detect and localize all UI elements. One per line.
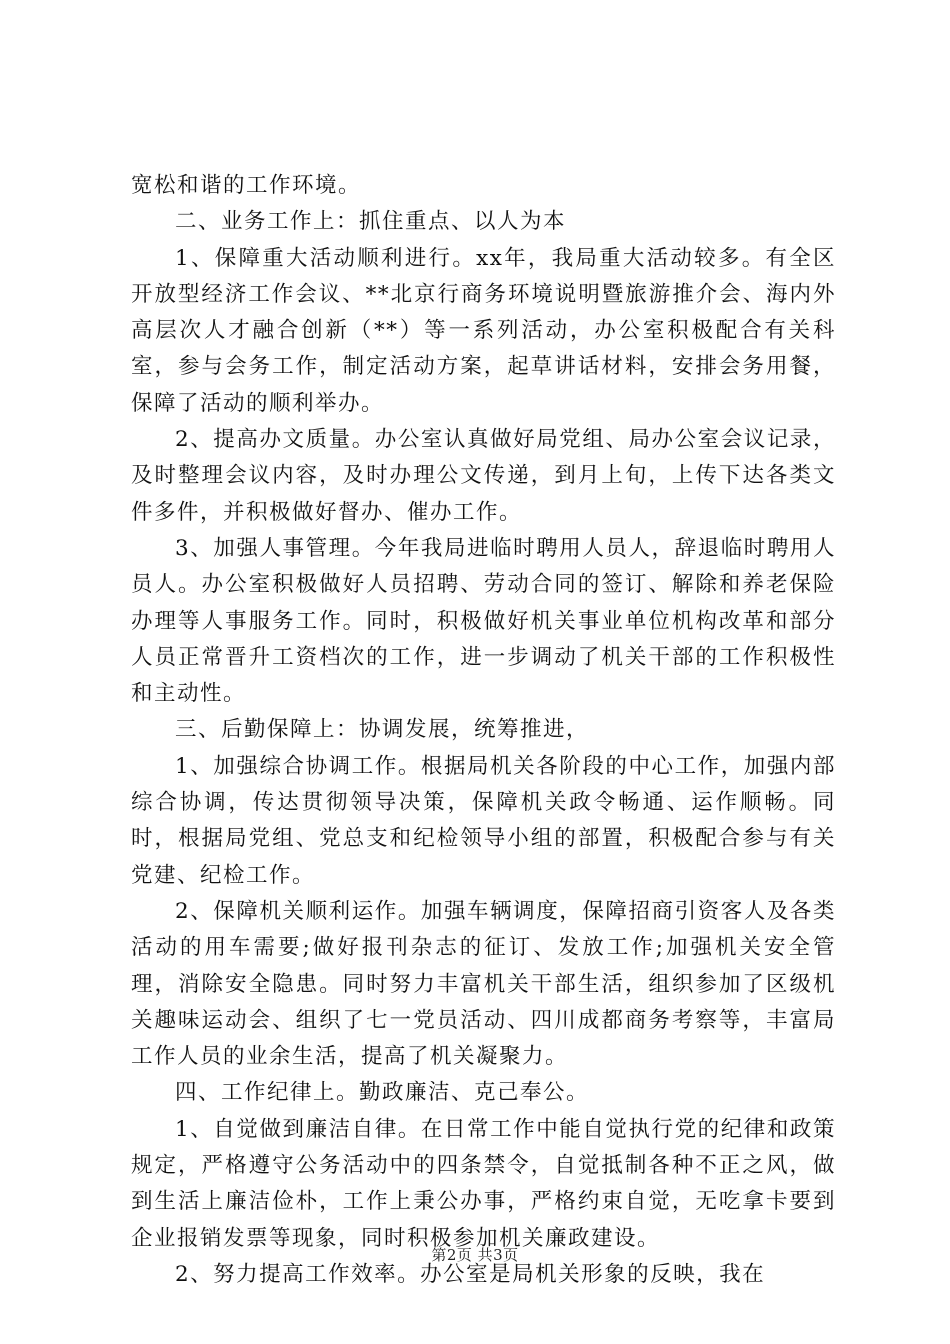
- paragraph-major-events: 1、保障重大活动顺利进行。xx年，我局重大活动较多。有全区开放型经济工作会议、**北京行商务环境说明暨旅游推介会、海内外高层次人才融合创新（**）等一系列活动，办公室积极配合有关科室，参与会务工作，制定活动方案，起草讲话材料，安排会务用餐，保障了活动的顺利举办。: [131, 245, 836, 416]
- page-number-footer: 第2页 共3页: [431, 1246, 519, 1264]
- document-body: [131, 168, 836, 1293]
- section-heading-logistics: 三、后勤保障上：协调发展，统筹推进，: [175, 717, 590, 743]
- paragraph-continuation: 宽松和谐的工作环境。: [131, 173, 362, 198]
- section-heading-business: 二、业务工作上：抓住重点、以人为本: [175, 209, 567, 235]
- paragraph-efficiency: 2、努力提高工作效率。办公室是局机关形象的反映，我在: [175, 1261, 766, 1287]
- section-heading-discipline: 四、工作纪律上。勤政廉洁、克己奉公。: [175, 1080, 590, 1106]
- paragraph-coordination: 1、加强综合协调工作。根据局机关各阶段的中心工作，加强内部综合协调，传达贯彻领导决策，保障机关政令畅通、运作顺畅。同时，根据局党组、党总支和纪检领导小组的部置，积极配合参与有关党建、纪检工作。: [131, 753, 836, 888]
- paragraph-document-quality: 2、提高办文质量。办公室认真做好局党组、局办公室会议记录，及时整理会议内容，及时办理公文传递，到月上旬，上传下达各类文件多件，并积极做好督办、催办工作。: [131, 427, 836, 525]
- paragraph-integrity: 1、自觉做到廉洁自律。在日常工作中能自觉执行党的纪律和政策规定，严格遵守公务活动中的四条禁令，自觉抵制各种不正之风，做到生活上廉洁俭朴，工作上秉公办事，严格约束自觉，无吃拿卡要到企业报销发票等现象，同时积极参加机关廉政建设。: [131, 1116, 836, 1251]
- paragraph-personnel-management: 3、加强人事管理。今年我局进临时聘用人员人，辞退临时聘用人员人。办公室积极做好人员招聘、劳动合同的签订、解除和养老保险办理等人事服务工作。同时，积极做好机关事业单位机构改革和部分人员正常晋升工资档次的工作，进一步调动了机关干部的工作积极性和主动性。: [131, 535, 836, 707]
- paragraph-operations: 2、保障机关顺利运作。加强车辆调度，保障招商引资客人及各类活动的用车需要;做好报刊杂志的征订、发放工作;加强机关安全管理，消除安全隐患。同时努力丰富机关干部生活，组织参加了区级机关趣味运动会、组织了七一党员活动、四川成都商务考察等，丰富局工作人员的业余生活，提高了机关凝聚力。: [131, 898, 836, 1070]
